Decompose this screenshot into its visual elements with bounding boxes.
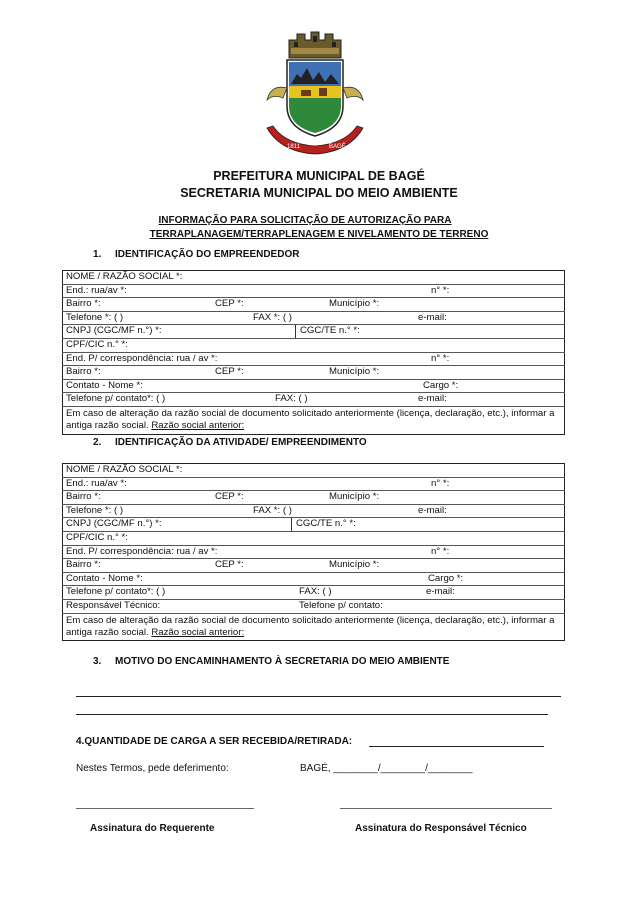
field2-nome[interactable]: NOME / RAZÃO SOCIAL *: xyxy=(63,464,565,478)
razao-anterior-label: Razão social anterior: xyxy=(151,420,245,432)
header-title-line1: PREFEITURA MUNICIPAL DE BAGÉ xyxy=(213,169,425,183)
field-telefone[interactable]: Telefone *: ( ) FAX *: ( ) e-mail: xyxy=(63,311,565,325)
header-title-line2: SECRETARIA MUNICIPAL DO MEIO AMBIENTE xyxy=(180,186,458,200)
subtitle-line2: TERRAPLANAGEM/TERRAPLENAGEM E NIVELAMENTO DE TERRENO xyxy=(149,229,489,240)
section1-number: 1. xyxy=(93,249,102,260)
field2-telefone-contato[interactable]: Telefone p/ contato*: ( ) FAX: ( ) e-mail: xyxy=(63,586,565,600)
field-nome[interactable]: NOME / RAZÃO SOCIAL *: xyxy=(63,271,565,285)
section1-heading xyxy=(93,249,299,260)
field-contato[interactable]: Contato - Nome *: Cargo *: xyxy=(63,379,565,393)
section2-heading xyxy=(93,437,367,448)
section4-title: 4.QUANTIDADE DE CARGA A SER RECEBIDA/RETIRADA: xyxy=(76,736,353,747)
field-cpf[interactable]: CPF/CIC n.° *: xyxy=(63,338,565,352)
section2-title: IDENTIFICAÇÃO DA ATIVIDADE/ EMPREENDIMENTO xyxy=(115,437,367,448)
field-endereco[interactable]: End.: rua/av *: n° *: xyxy=(63,284,565,298)
field2-telefone[interactable]: Telefone *: ( ) FAX *: ( ) e-mail: xyxy=(63,504,565,518)
field2-contato[interactable]: Contato - Nome *: Cargo *: xyxy=(63,572,565,586)
section3-number: 3. xyxy=(93,656,102,667)
signature-label-responsavel: Assinatura do Responsável Técnico xyxy=(355,823,527,834)
field2-bairro-correspondencia[interactable]: Bairro *: CEP *: Município *: xyxy=(63,559,565,573)
svg-text:BAGÉ: BAGÉ xyxy=(329,144,346,150)
motivo-line-1[interactable] xyxy=(76,696,561,697)
field-cnpj[interactable]: CNPJ (CGC/MF n.°) *: CGC/TE n.° *: xyxy=(63,325,565,339)
municipal-crest-logo xyxy=(261,28,369,163)
section2-number: 2. xyxy=(93,437,102,448)
svg-text:1811: 1811 xyxy=(287,144,300,150)
field2-endereco[interactable]: End.: rua/av *: n° *: xyxy=(63,477,565,491)
signature-line-responsavel[interactable] xyxy=(340,808,552,809)
field2-cnpj[interactable]: CNPJ (CGC/MF n.°) *: CGC/TE n.° *: xyxy=(63,518,565,532)
field2-razao-anterior[interactable]: Em caso de alteração da razão social de documento solicitado anteriormente (licença, declaração, etc.), informar a antiga razão social. Razão social anterior: xyxy=(66,614,555,638)
field2-cpf[interactable]: CPF/CIC n.° *: xyxy=(63,531,565,545)
quantidade-input-line[interactable] xyxy=(369,746,544,747)
field2-bairro[interactable]: Bairro *: CEP *: Município *: xyxy=(63,491,565,505)
field-telefone-contato[interactable]: Telefone p/ contato*: ( ) FAX: ( ) e-mail: xyxy=(63,393,565,407)
bage-date-field[interactable]: BAGÉ, ________/________/________ xyxy=(300,763,473,774)
field2-responsavel-tecnico[interactable]: Responsável Técnico: Telefone p/ contato: xyxy=(63,599,565,613)
section2-form-table xyxy=(62,463,565,641)
section1-form-table xyxy=(62,270,565,435)
signature-line-requerente[interactable] xyxy=(76,808,254,809)
motivo-line-2[interactable] xyxy=(76,714,548,715)
field-bairro[interactable]: Bairro *: CEP *: Município *: xyxy=(63,298,565,312)
field-bairro-correspondencia[interactable]: Bairro *: CEP *: Município *: xyxy=(63,366,565,380)
field-razao-anterior[interactable]: Em caso de alteração da razão social de documento solicitado anteriormente (licença, declaração, etc.), informar a antiga razão social. Razão social anterior: xyxy=(66,407,555,432)
signature-label-requerente: Assinatura do Requerente xyxy=(90,823,215,834)
subtitle-line1: INFORMAÇÃO PARA SOLICITAÇÃO DE AUTORIZAÇÃO PARA xyxy=(158,215,452,226)
nestes-termos-text: Nestes Termos, pede deferimento: xyxy=(76,763,229,774)
field2-end-correspondencia[interactable]: End. P/ correspondência: rua / av *: n° *: xyxy=(63,545,565,559)
razao-anterior-label-2: Razão social anterior: xyxy=(151,626,245,638)
section3-heading xyxy=(93,656,449,667)
section3-title: MOTIVO DO ENCAMINHAMENTO À SECRETARIA DO MEIO AMBIENTE xyxy=(115,656,450,667)
field-end-correspondencia[interactable]: End. P/ correspondência: rua / av *: n° *: xyxy=(63,352,565,366)
section1-title: IDENTIFICAÇÃO DO EMPREENDEDOR xyxy=(115,249,300,260)
